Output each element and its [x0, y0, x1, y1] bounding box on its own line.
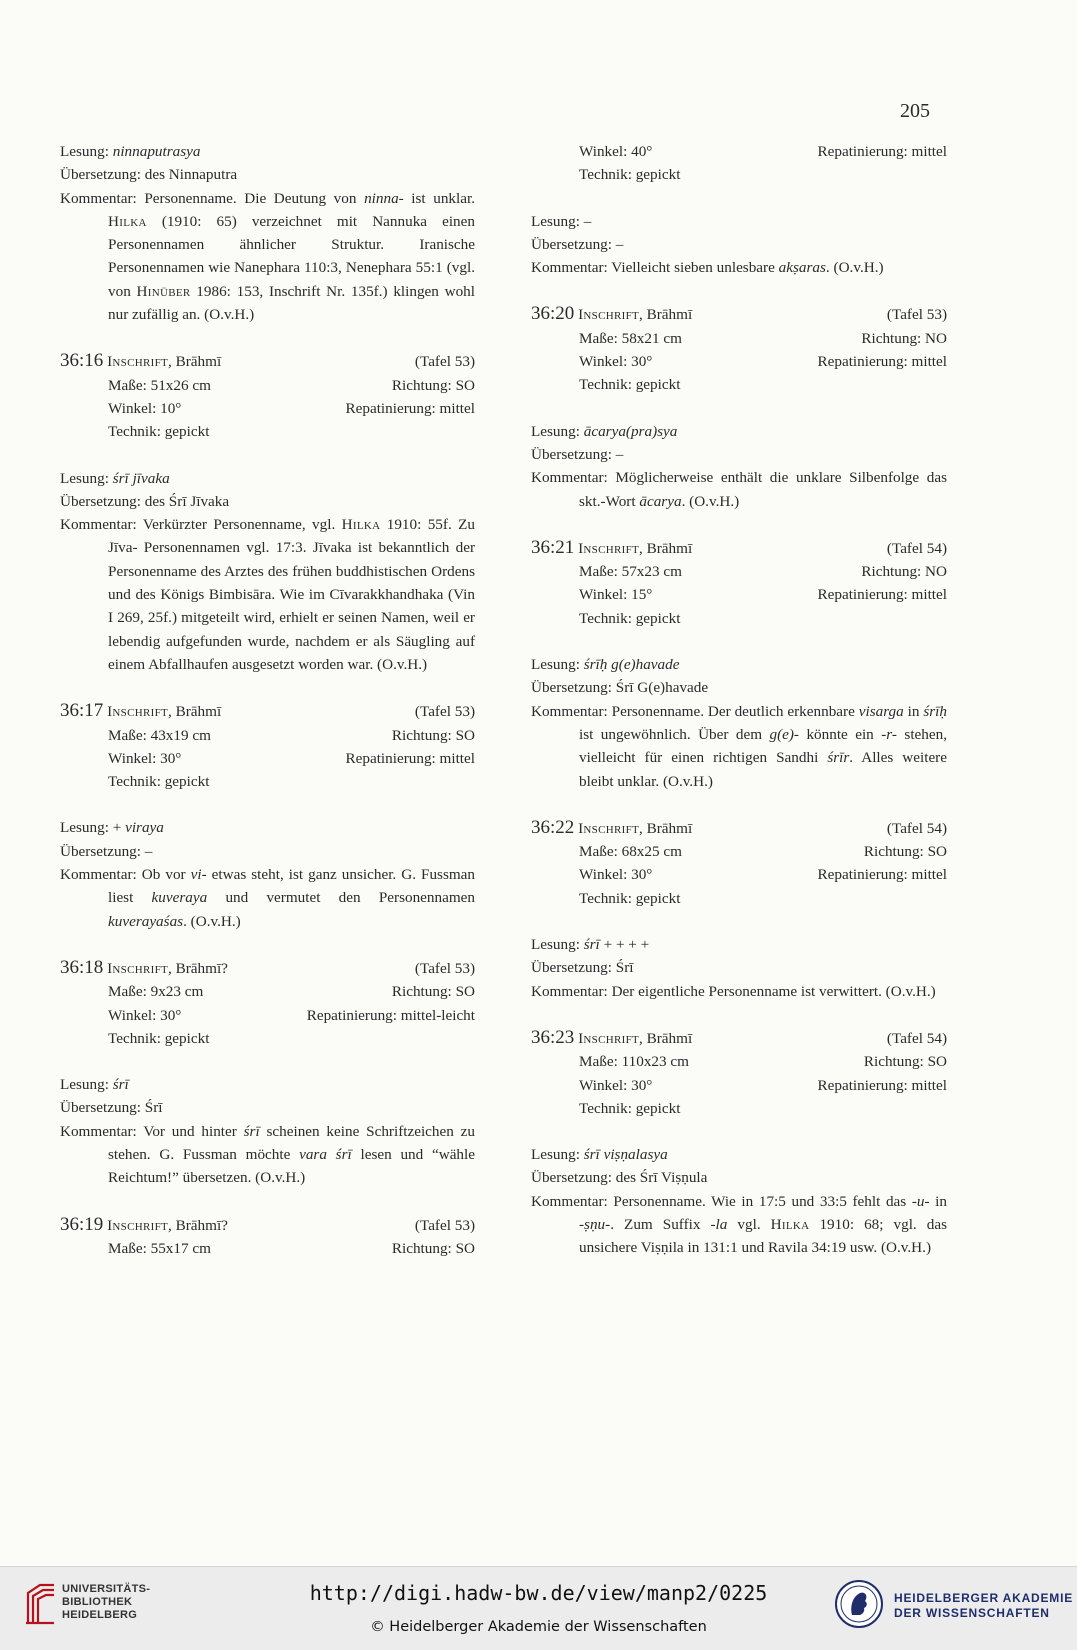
- lesung-line: Lesung: śrī jīvaka: [60, 469, 170, 487]
- right-column: [531, 140, 947, 1260]
- entry-number: 36:21: [531, 536, 575, 558]
- uebersetzung-line: Übersetzung: Śrī: [531, 959, 634, 977]
- tafel-ref: (Tafel 54): [886, 539, 947, 557]
- tafel-ref: (Tafel 54): [886, 819, 947, 837]
- entry-36-23: 36:23 Inschrift, Brāhmī (Tafel 54) Maße: 110x23 cm Richtung: SO Winkel: 30° Repatinierung: mittel Technik: gepickt Lesung: śrī viṣṇalasya Übersetzung: des Śrī Viṣṇula Kommentar: Personenname. Wie in 17:5 und 33:5 fehlt das -u- in -ṣṇu-. Zum Suffix -la vgl. Hilka 1910: 68; vgl. das unsichere Viṣṇila in 131:1 und Ravila 34:19 usw. (O.v.H.): [531, 1026, 947, 1260]
- lesung-line: Lesung: śrī + + + +: [531, 936, 650, 954]
- left-column: [60, 140, 475, 1260]
- entry-heading: 36:19 Inschrift, Brāhmī? (Tafel 53): [60, 1213, 475, 1237]
- uebersetzung-line: Übersetzung: Śrī: [60, 1099, 163, 1117]
- kommentar: Kommentar: Personenname. Die Deutung von ninna- ist unklar. Hilka (1910: 65) verzeichnet mit Nannuka einen Personennamen ähnlicher Struktur. Iranische Personennamen wie Nanephara 110:3, Nenephara 55:1 (vgl. von Hinüber 1986: 153, Inschrift Nr. 135f.) klingen wohl nur zufällig an. (O.v.H.): [60, 189, 475, 324]
- entry-number: 36:17: [60, 700, 104, 722]
- kommentar: Kommentar: Personenname. Wie in 17:5 und 33:5 fehlt das -u- in -ṣṇu-. Zum Suffix -la vgl. Hilka 1910: 68; vgl. das unsichere Viṣṇila in 131:1 und Ravila 34:19 usw. (O.v.H.): [531, 1192, 947, 1257]
- copyright-text: © Heidelberger Akademie der Wissenschaften: [370, 1619, 707, 1635]
- entry-heading: 36:16 Inschrift, Brāhmī (Tafel 53): [60, 349, 475, 373]
- uebersetzung-line: Übersetzung: –: [531, 235, 624, 253]
- source-url-link[interactable]: http://digi.hadw-bw.de/view/manp2/0225: [309, 1581, 768, 1605]
- lesung-line: Lesung: ninnaputrasya: [60, 143, 201, 160]
- lesung-line: Lesung: + viraya: [60, 819, 164, 837]
- kommentar: Kommentar: Verkürzter Personenname, vgl. Hilka 1910: 55f. Zu Jīva- Personennamen vgl. 17:3. Jīvaka ist bekanntlich der Personenname des Arztes des frühen buddhistischen Ordens und des Königs Bimbisāra. Wie im Cīvarakkhandhaka (Vin I 269, 25f.) mitgeteilt wird, erhielt er seinen Namen, weil er lebendig aufgefunden wurde, nachdem er als Säugling auf einem Abfallhaufen ausgesetzt worden war. (O.v.H.): [60, 516, 475, 673]
- entry-number: 36:23: [531, 1026, 575, 1048]
- academy-seal-icon: [834, 1579, 884, 1629]
- tafel-ref: (Tafel 53): [414, 959, 475, 977]
- entry-heading: 36:22 Inschrift, Brāhmī (Tafel 54): [531, 816, 947, 840]
- page-number: 205: [900, 100, 930, 122]
- uebersetzung-line: Übersetzung: Śrī G(e)havade: [531, 679, 709, 697]
- tafel-ref: (Tafel 54): [886, 1029, 947, 1047]
- academy-label: HEIDELBERGER AKADEMIE DER WISSENSCHAFTEN: [894, 1591, 1074, 1620]
- entry-heading: 36:23 Inschrift, Brāhmī (Tafel 54): [531, 1026, 947, 1050]
- tafel-ref: (Tafel 53): [414, 1216, 475, 1234]
- entry-36-16: 36:16 Inschrift, Brāhmī (Tafel 53) Maße: 51x26 cm Richtung: SO Winkel: 10° Repatinierung: mittel Technik: gepickt Lesung: śrī jīvaka Übersetzung: des Śrī Jīvaka Kommentar: Verkürzter Personenname, vgl. Hilka 1910: 55f. Zu Jīva- Personennamen vgl. 17:3. Jīvaka ist bekanntlich der Personenname des Arztes des frühen buddhistischen Ordens und des Königs Bimbisāra. Wie im Cīvarakkhandhaka (Vin I 269, 25f.) mitgeteilt wird, erhielt er seinen Namen, weil er lebendig aufgefunden wurde, nachdem er als Säugling auf einem Abfallhaufen ausgesetzt worden war. (O.v.H.): [60, 349, 475, 676]
- lesung-line: Lesung: –: [531, 212, 592, 230]
- entry-heading: 36:18 Inschrift, Brāhmī? (Tafel 53): [60, 956, 475, 980]
- lesung-line: Lesung: śrī viṣṇalasya: [531, 1146, 668, 1164]
- university-library-label: UNIVERSITÄTS- BIBLIOTHEK HEIDELBERG: [62, 1583, 151, 1621]
- entry-heading: 36:20 Inschrift, Brāhmī (Tafel 53): [531, 302, 947, 326]
- entry-36-19-continued: Winkel: 40° Repatinierung: mittel Technik: gepickt Lesung: – Übersetzung: – Kommentar: Vielleicht sieben unlesbare akṣaras. (O.v.H.): [531, 140, 947, 279]
- entry-36-20: 36:20 Inschrift, Brāhmī (Tafel 53) Maße: 58x21 cm Richtung: NO Winkel: 30° Repatinierung: mittel Technik: gepickt Lesung: ācarya(pra)sya Übersetzung: – Kommentar: Möglicherweise enthält die unklare Silbenfolge das skt.-Wort ācarya. (O.v.H.): [531, 302, 947, 512]
- kommentar: Kommentar: Ob vor vi- etwas steht, ist ganz unsicher. G. Fussman liest kuveraya und vermutet den Personennamen kuverayaśas. (O.v.H.): [60, 866, 476, 930]
- uebersetzung-line: Übersetzung: –: [531, 445, 624, 463]
- entry-heading: 36:21 Inschrift, Brāhmī (Tafel 54): [531, 536, 947, 560]
- kommentar: Kommentar: Personenname. Der deutlich erkennbare visarga in śrīḥ ist ungewöhnlich. Über dem g(e)- könnte ein -r- stehen, vielleicht für einen richtigen Sandhi śrīr. Alles weitere bleibt unklar. (O.v.H.): [531, 702, 948, 790]
- uebersetzung-line: Übersetzung: des Śrī Jīvaka: [60, 492, 230, 510]
- tafel-ref: (Tafel 53): [414, 353, 475, 371]
- footer-bar: [0, 1566, 1077, 1650]
- entry-number: 36:20: [531, 303, 575, 325]
- entry-heading: 36:17 Inschrift, Brāhmī (Tafel 53): [60, 699, 475, 723]
- uebersetzung-line: Übersetzung: –: [60, 842, 153, 860]
- entry-ninnaputra: [60, 140, 475, 326]
- tafel-ref: (Tafel 53): [886, 306, 947, 324]
- kommentar: Kommentar: Möglicherweise enthält die unklare Silbenfolge das skt.-Wort ācarya. (O.v.H.): [531, 469, 948, 510]
- lesung-line: Lesung: ācarya(pra)sya: [531, 422, 678, 440]
- entry-number: 36:18: [60, 956, 104, 978]
- entry-number: 36:16: [60, 350, 104, 372]
- lesung-line: Lesung: śrīḥ g(e)havade: [531, 656, 680, 674]
- entry-36-19: 36:19 Inschrift, Brāhmī? (Tafel 53) Maße: 55x17 cm Richtung: SO: [60, 1213, 475, 1257]
- entry-36-17: 36:17 Inschrift, Brāhmī (Tafel 53) Maße: 43x19 cm Richtung: SO Winkel: 30° Repatinierung: mittel Technik: gepickt Lesung: + viraya Übersetzung: – Kommentar: Ob vor vi- etwas steht, ist ganz unsicher. G. Fussman liest kuveraya und vermutet den Personennamen kuverayaśas. (O.v.H.): [60, 699, 475, 933]
- entry-36-18: 36:18 Inschrift, Brāhmī? (Tafel 53) Maße: 9x23 cm Richtung: SO Winkel: 30° Repatinierung: mittel-leicht Technik: gepickt Lesung: śrī Übersetzung: Śrī Kommentar: Vor und hinter śrī scheinen keine Schriftzeichen zu stehen. G. Fussman möchte vara śrī lesen und “wähle Reichtum!” übersetzen. (O.v.H.): [60, 956, 475, 1190]
- kommentar: Kommentar: Vor und hinter śrī scheinen keine Schriftzeichen zu stehen. G. Fussman möchte vara śrī lesen und “wähle Reichtum!” übersetzen. (O.v.H.): [60, 1122, 475, 1187]
- uebersetzung-line: Übersetzung: des Ninnaputra: [60, 166, 238, 184]
- tafel-ref: (Tafel 53): [414, 703, 475, 721]
- kommentar: Kommentar: Vielleicht sieben unlesbare akṣaras. (O.v.H.): [531, 259, 884, 277]
- entry-36-21: 36:21 Inschrift, Brāhmī (Tafel 54) Maße: 57x23 cm Richtung: NO Winkel: 15° Repatinierung: mittel Technik: gepickt Lesung: śrīḥ g(e)havade Übersetzung: Śrī G(e)havade Kommentar: Personenname. Der deutlich erkennbare visarga in śrīḥ ist ungewöhnlich. Über dem g(e)- könnte ein -r- stehen, vielleicht für einen richtigen Sandhi śrīr. Alles weitere bleibt unklar. (O.v.H.): [531, 536, 947, 793]
- entry-number: 36:22: [531, 816, 575, 838]
- lesung-line: Lesung: śrī: [60, 1076, 129, 1094]
- entry-number: 36:19: [60, 1213, 104, 1235]
- kommentar: Kommentar: Der eigentliche Personenname ist verwittert. (O.v.H.): [531, 982, 936, 1000]
- uebersetzung-line: Übersetzung: des Śrī Viṣṇula: [531, 1169, 708, 1187]
- entry-36-22: 36:22 Inschrift, Brāhmī (Tafel 54) Maße: 68x25 cm Richtung: SO Winkel: 30° Repatinierung: mittel Technik: gepickt Lesung: śrī + + + + Übersetzung: Śrī Kommentar: Der eigentliche Personenname ist verwittert. (O.v.H.): [531, 816, 947, 1003]
